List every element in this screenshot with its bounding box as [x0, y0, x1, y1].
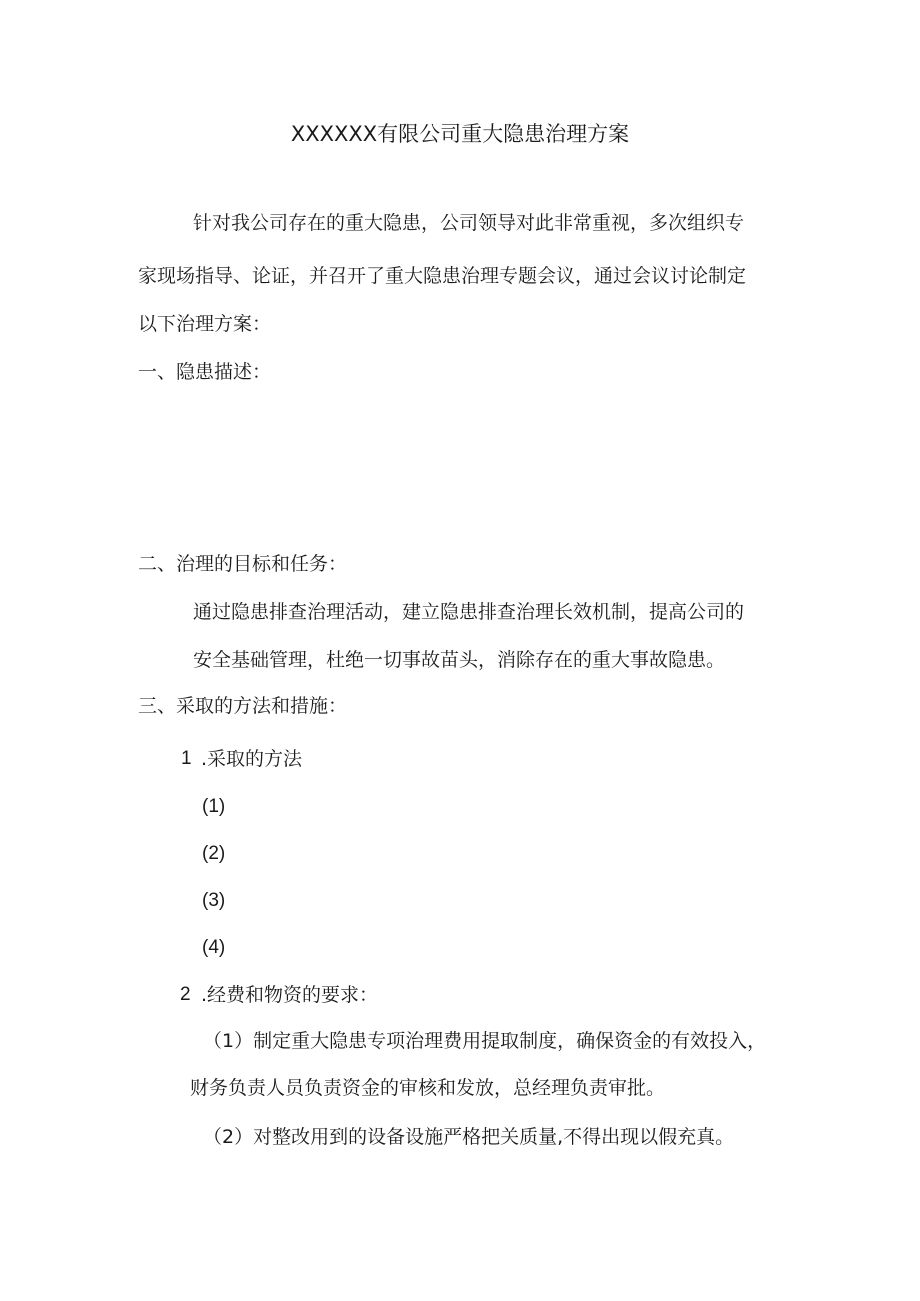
funding-item-1-line-2: 财务负责人员负责资金的审核和发放，总经理负责审批。 [190, 1077, 666, 1099]
section-3-heading: 三、采取的方法和措施： [138, 695, 348, 717]
intro-line-3: 以下治理方案： [138, 313, 272, 335]
subsection-2-number: 2 [180, 984, 191, 1005]
section-2-heading: 二、治理的目标和任务： [138, 553, 348, 575]
subsection-2-label: .经费和物资的要求： [201, 984, 379, 1006]
subsection-1-number: 1 [181, 748, 192, 769]
method-item-2: (2) [202, 843, 226, 864]
method-item-4: (4) [202, 937, 226, 958]
subsection-1-label: .采取的方法 [201, 748, 303, 770]
method-item-1: (1) [202, 796, 226, 817]
section-1-heading: 一、隐患描述： [138, 361, 272, 383]
intro-line-1: 针对我公司存在的重大隐患，公司领导对此非常重视，多次组织专 [193, 212, 745, 234]
funding-item-1-line-1: （1）制定重大隐患专项治理费用提取制度，确保资金的有效投入， [203, 1030, 767, 1052]
funding-item-2: （2）对整改用到的设备设施严格把关质量,不得出现以假充真。 [203, 1126, 735, 1148]
section-2-line-1: 通过隐患排查治理活动，建立隐患排查治理长效机制，提高公司的 [193, 601, 745, 623]
method-item-3: (3) [202, 890, 226, 911]
intro-line-2: 家现场指导、论证，并召开了重大隐患治理专题会议，通过会议讨论制定 [138, 265, 747, 287]
section-2-line-2: 安全基础管理，杜绝一切事故苗头，消除存在的重大事故隐患。 [193, 649, 726, 671]
document-title: XXXXXX有限公司重大隐患治理方案 [290, 122, 630, 146]
